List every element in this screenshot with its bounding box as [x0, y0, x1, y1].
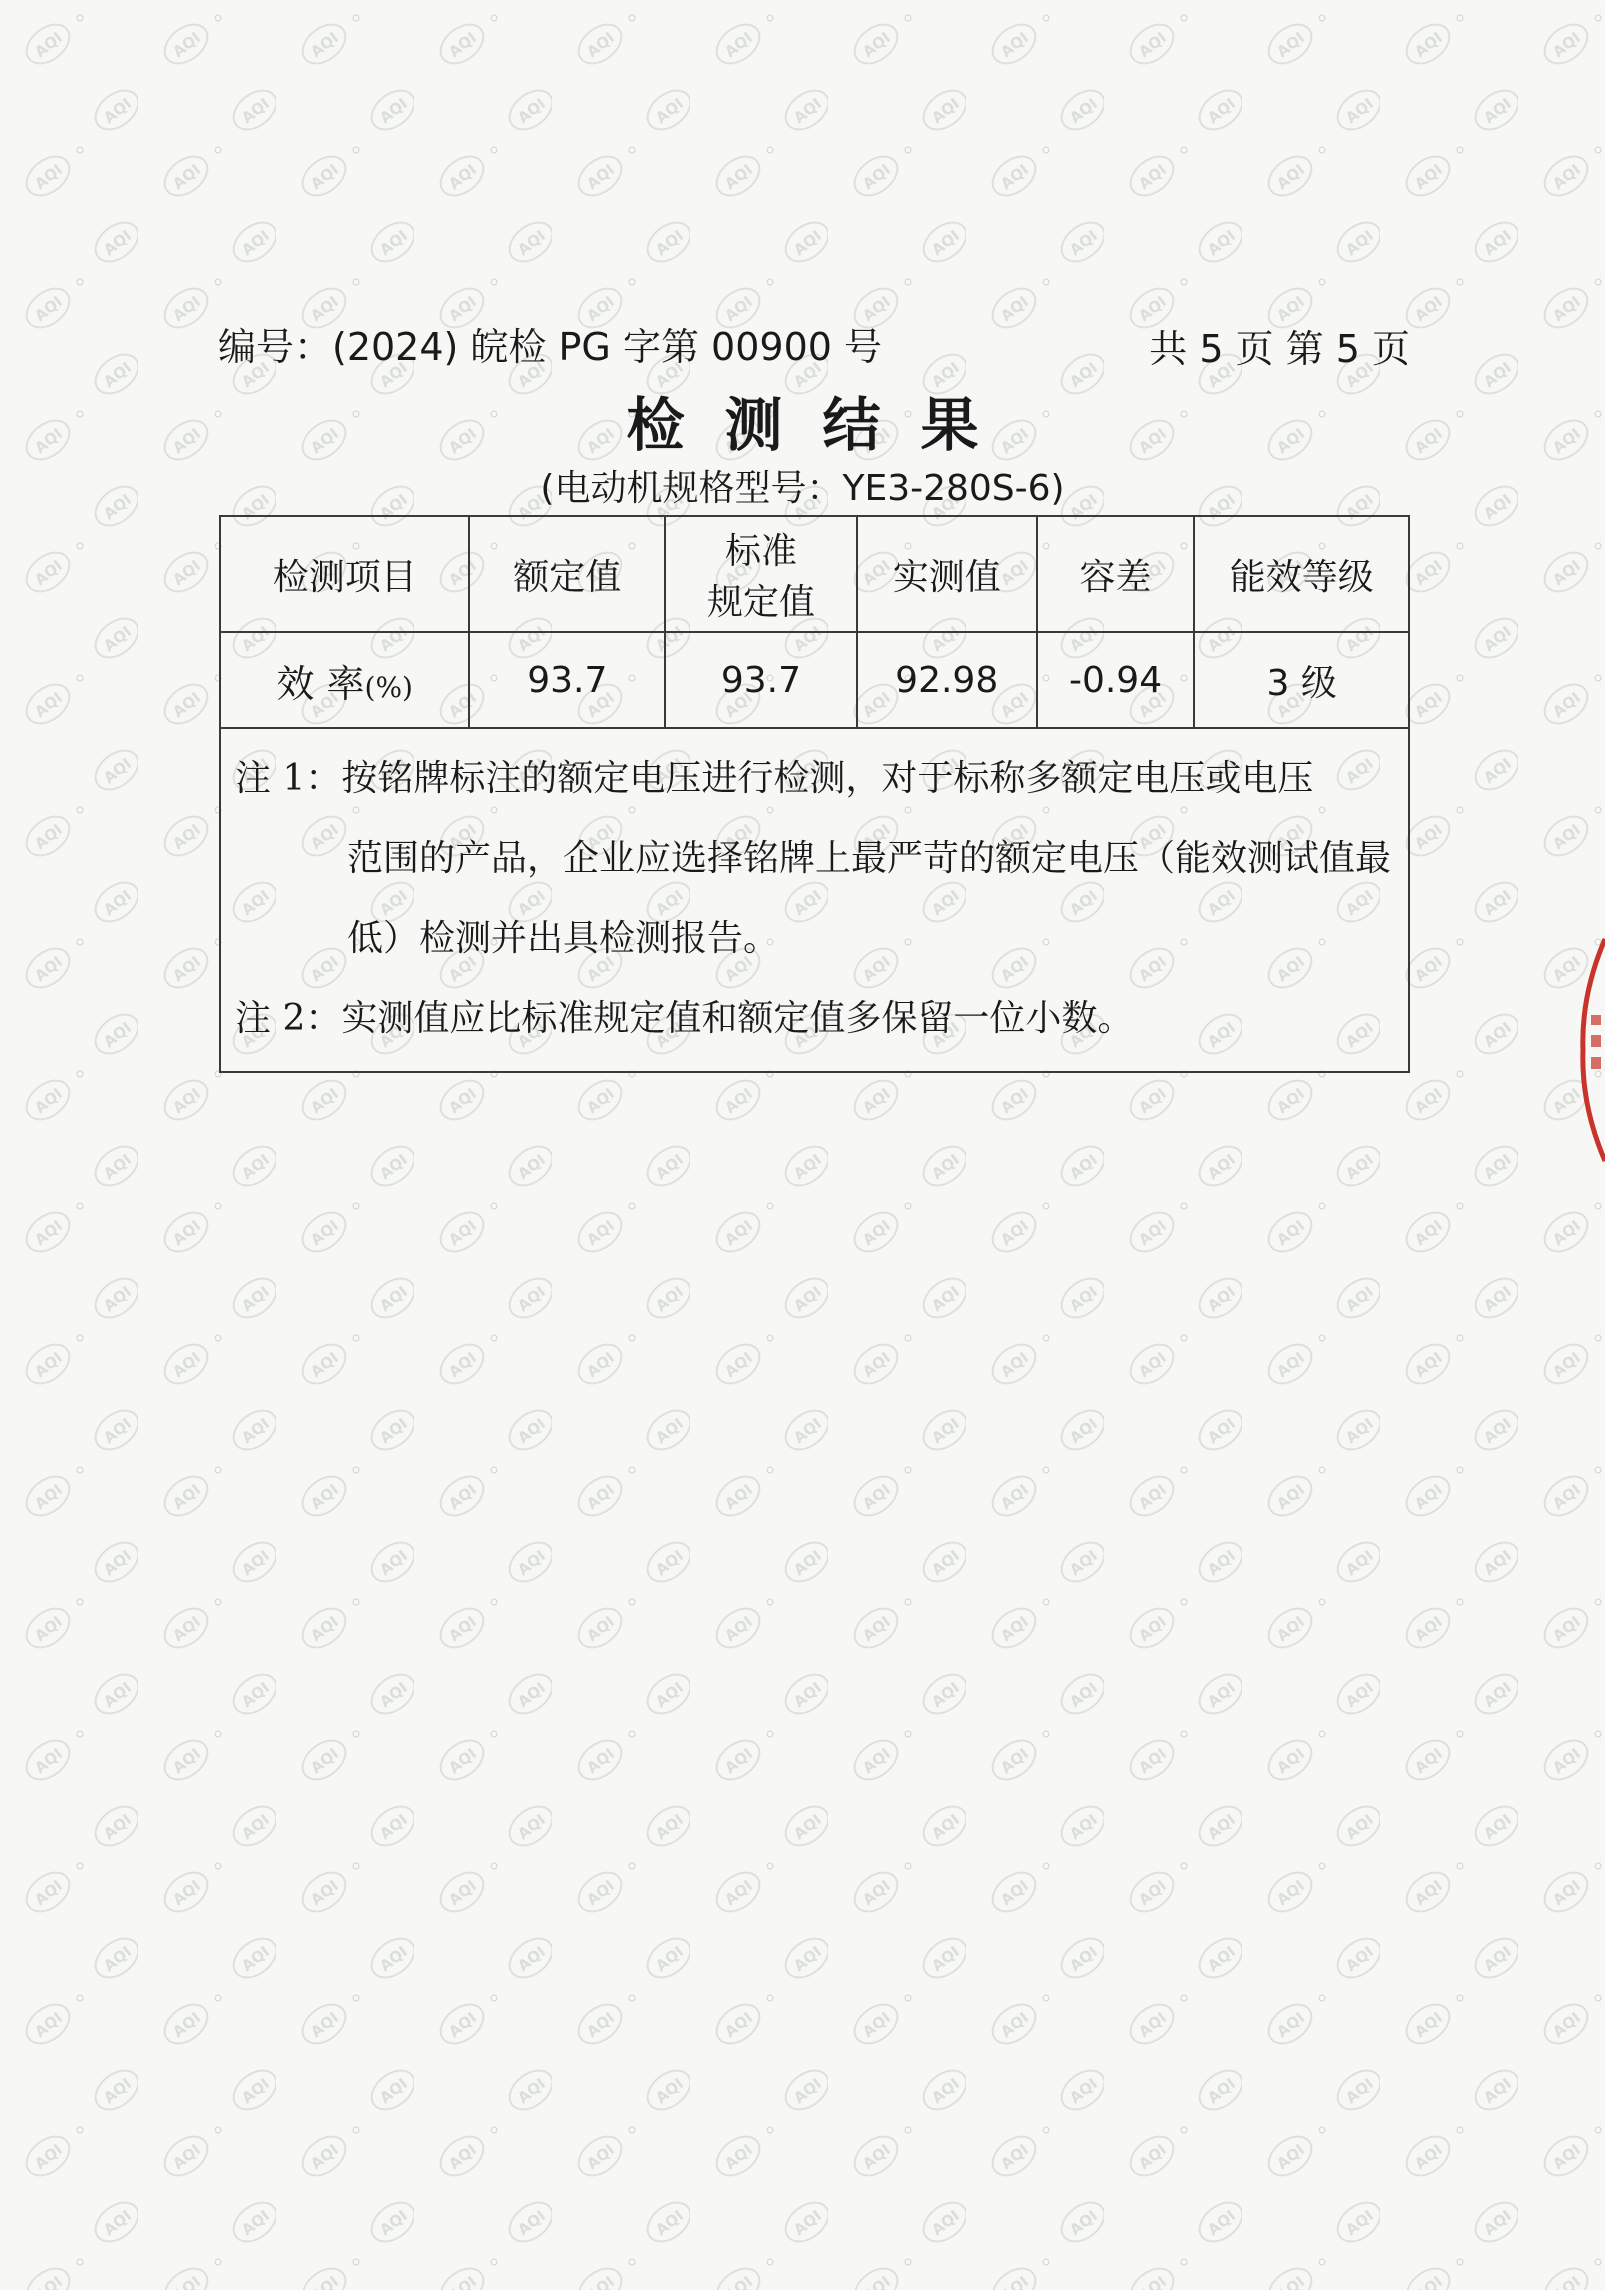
note-1	[235, 739, 1394, 979]
note-1-continuation: 范围的产品，企业应选择铭牌上最严苛的额定电压（能效测试值最低）检测并出具检测报告。	[347, 838, 1392, 959]
note-1-label: 注 1：	[235, 758, 342, 799]
document-title: 检测结果	[626, 391, 1019, 459]
header-standard-value: 标准 规定值	[665, 516, 857, 632]
note-2	[235, 979, 1394, 1059]
page-count: 共 5 页 第 5 页	[1149, 327, 1410, 371]
seal-stamp-fragment	[1577, 935, 1605, 1165]
note-1-line1: 按铭牌标注的额定电压进行检测，对于标称多额定电压或电压	[341, 758, 1314, 799]
notes-row	[220, 728, 1409, 1072]
cell-standard-value: 93.7	[665, 632, 857, 728]
table-row	[220, 632, 1409, 728]
header-test-item: 检测项目	[220, 516, 469, 632]
efficiency-label: 效 率	[276, 661, 365, 706]
cell-test-item	[220, 632, 469, 728]
header-measured-value: 实测值	[857, 516, 1037, 632]
header-rated-value: 额定值	[469, 516, 665, 632]
note-2-text: 实测值应比标准规定值和额定值多保留一位小数。	[341, 998, 1134, 1039]
notes-cell	[220, 728, 1409, 1072]
report-number: 编号：(2024) 皖检 PG 字第 00900 号	[218, 325, 882, 369]
test-results-table	[219, 515, 1410, 1073]
cell-efficiency-grade: 3 级	[1194, 632, 1409, 728]
motor-model-subtitle: (电动机规格型号：YE3-280S-6)	[540, 468, 1065, 509]
table-header-row	[220, 516, 1409, 632]
cell-tolerance: -0.94	[1037, 632, 1195, 728]
cell-measured-value: 92.98	[857, 632, 1037, 728]
percent-unit: (%)	[364, 670, 413, 704]
cell-rated-value: 93.7	[469, 632, 665, 728]
note-2-label: 注 2：	[235, 998, 342, 1039]
header-efficiency-grade: 能效等级	[1194, 516, 1409, 632]
header-tolerance: 容差	[1037, 516, 1195, 632]
